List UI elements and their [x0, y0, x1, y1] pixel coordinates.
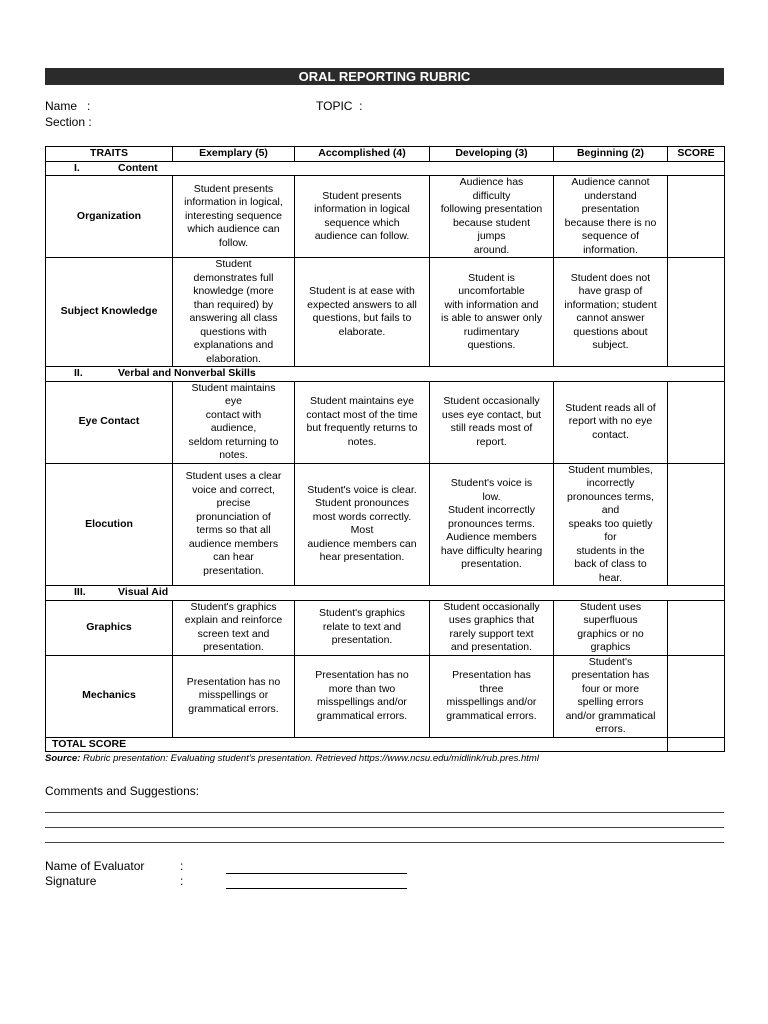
criterion-cell: Student's presentation has four or more spelling errors and/or grammatical errors.: [554, 655, 668, 737]
criterion-cell: Audience has difficulty following presentation because student jumps around.: [430, 176, 554, 258]
criterion-cell: Presentation has no misspellings or grammatical errors.: [173, 655, 295, 737]
trait-name: Organization: [46, 176, 173, 258]
evaluator-section: [45, 859, 724, 899]
source-label: Source:: [45, 753, 81, 764]
column-header: Exemplary (5): [173, 147, 295, 162]
topic-label: TOPIC :: [316, 99, 363, 113]
score-cell[interactable]: [668, 258, 725, 367]
score-cell[interactable]: [668, 463, 725, 586]
section-number: II.: [74, 367, 83, 379]
table-row: [46, 655, 725, 737]
criterion-cell: Student does not have grasp of information; student cannot answer questions about subject.: [554, 258, 668, 367]
section-row: [46, 586, 725, 601]
comment-line[interactable]: [45, 798, 724, 813]
rubric-page: [45, 68, 724, 899]
criterion-cell: Student reads all of report with no eye contact.: [554, 381, 668, 463]
criterion-cell: Student presents information in logical, interesting sequence which audience can follow.: [173, 176, 295, 258]
name-label: Name :: [45, 99, 91, 113]
criterion-cell: Student occasionally uses graphics that rarely support text and presentation.: [430, 600, 554, 655]
section-label: Section :: [45, 115, 92, 129]
section-name: Visual Aid: [118, 586, 169, 598]
section-number: III.: [74, 586, 86, 598]
colon: :: [180, 859, 184, 873]
section-name: Verbal and Nonverbal Skills: [118, 367, 256, 379]
section-number: I.: [74, 161, 80, 174]
trait-name: Mechanics: [46, 655, 173, 737]
criterion-cell: Student presents information in logical sequence which audience can follow.: [295, 176, 430, 258]
column-header: Accomplished (4): [295, 147, 430, 162]
comment-line[interactable]: [45, 828, 724, 843]
rubric-table: [45, 146, 725, 752]
signature-label: Signature: [45, 874, 97, 888]
criterion-cell: Student occasionally uses eye contact, but still reads most of report.: [430, 381, 554, 463]
criterion-cell: Student's voice is clear. Student pronounces most words correctly. Most audience members can hear presentation.: [295, 463, 430, 586]
criterion-cell: Student is uncomfortable with information and is able to answer only rudimentary questions.: [430, 258, 554, 367]
total-row: [46, 737, 725, 752]
total-score-cell[interactable]: [668, 737, 725, 752]
evaluator-name-label: Name of Evaluator: [45, 859, 145, 873]
score-cell[interactable]: [668, 176, 725, 258]
score-cell[interactable]: [668, 381, 725, 463]
header-row: [46, 147, 725, 162]
criterion-cell: Student uses a clear voice and correct, precise pronunciation of terms so that all audience members can hear presentation.: [173, 463, 295, 586]
criterion-cell: Student is at ease with expected answers to all questions, but fails to elaborate.: [295, 258, 430, 367]
total-score-label: TOTAL SCORE: [46, 737, 668, 752]
table-row: [46, 176, 725, 258]
trait-name: Graphics: [46, 600, 173, 655]
trait-name: Subject Knowledge: [46, 258, 173, 367]
criterion-cell: Student demonstrates full knowledge (more than required) by answering all class questions with explanations and elaboration.: [173, 258, 295, 367]
table-row: [46, 381, 725, 463]
comments-label: Comments and Suggestions:: [45, 784, 200, 798]
section-row: [46, 367, 725, 382]
criterion-cell: Student's graphics relate to text and presentation.: [295, 600, 430, 655]
trait-name: Eye Contact: [46, 381, 173, 463]
table-row: [46, 600, 725, 655]
criterion-cell: Student uses superfluous graphics or no graphics: [554, 600, 668, 655]
criterion-cell: Presentation has three misspellings and/or grammatical errors.: [430, 655, 554, 737]
comment-line[interactable]: [45, 813, 724, 828]
criterion-cell: Student mumbles, incorrectly pronounces terms, and speaks too quietly for students in the back of class to hear.: [554, 463, 668, 586]
criterion-cell: Audience cannot understand presentation because there is no sequence of information.: [554, 176, 668, 258]
comments-section: [45, 784, 724, 843]
student-info: [45, 99, 724, 143]
page-title: ORAL REPORTING RUBRIC: [45, 68, 724, 85]
column-header: Developing (3): [430, 147, 554, 162]
trait-name: Elocution: [46, 463, 173, 586]
colon: :: [180, 874, 184, 888]
criterion-cell: Student maintains eye contact most of the time but frequently returns to notes.: [295, 381, 430, 463]
table-row: [46, 258, 725, 367]
source-text: Rubric presentation: Evaluating student's presentation. Retrieved https://www.ncsu.edu/midlink/rub.pres.html: [80, 753, 539, 764]
table-row: [46, 463, 725, 586]
column-header: Beginning (2): [554, 147, 668, 162]
signature-line[interactable]: [226, 876, 407, 889]
criterion-cell: Presentation has no more than two misspellings and/or grammatical errors.: [295, 655, 430, 737]
criterion-cell: Student maintains eye contact with audience, seldom returning to notes.: [173, 381, 295, 463]
section-name: Content: [118, 161, 158, 174]
criterion-cell: Student's graphics explain and reinforce screen text and presentation.: [173, 600, 295, 655]
source-note: [45, 753, 724, 764]
score-cell[interactable]: [668, 600, 725, 655]
score-cell[interactable]: [668, 655, 725, 737]
section-row: [46, 161, 725, 176]
column-header: SCORE: [668, 147, 725, 162]
criterion-cell: Student's voice is low. Student incorrectly pronounces terms. Audience members have difficulty hearing presentation.: [430, 463, 554, 586]
column-header: TRAITS: [46, 147, 173, 162]
evaluator-name-line[interactable]: [226, 861, 407, 874]
